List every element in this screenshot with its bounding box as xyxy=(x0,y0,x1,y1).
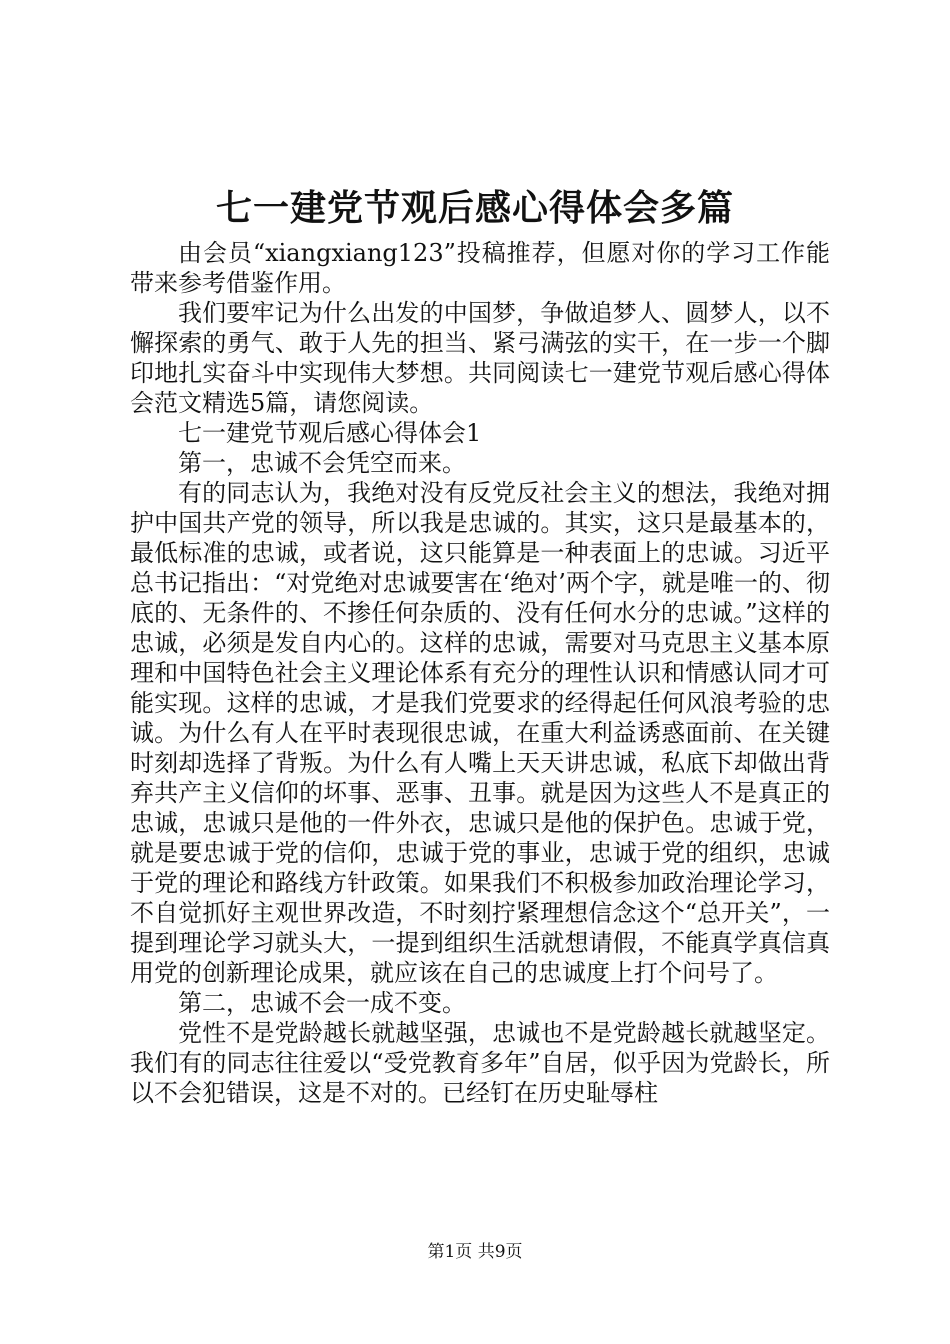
body-paragraph: 有的同志认为，我绝对没有反党反社会主义的想法，我绝对拥护中国共产党的领导，所以我是忠诚的。其实，这只是最基本的，最低标准的忠诚，或者说，这只能算是一种表面上的忠诚。习近平总书记指出：“对党绝对忠诚要害在‘绝对’两个字，就是唯一的、彻底的、无条件的、不掺任何杂质的、没有任何水分的忠诚。”这样的忠诚，必须是发自内心的。这样的忠诚，需要对马克思主义基本原理和中国特色社会主义理论体系有充分的理性认识和情感认同才可能实现。这样的忠诚，才是我们党要求的经得起任何风浪考验的忠诚。为什么有人在平时表现很忠诚，在重大利益诱惑面前、在关键时刻却选择了背叛。为什么有人嘴上天天讲忠诚，私底下却做出背弃共产主义信仰的坏事、恶事、丑事。就是因为这些人不是真正的忠诚，忠诚只是他的一件外衣，忠诚只是他的保护色。忠诚于党，就是要忠诚于党的信仰，忠诚于党的事业，忠诚于党的组织，忠诚于党的理论和路线方针政策。如果我们不积极参加政治理论学习，不自觉抓好主观世界改造，不时刻拧紧理想信念这个“总开关”，一提到理论学习就头大，一提到组织生活就想请假，不能真学真信真用党的创新理论成果，就应该在自己的忠诚度上打个问号了。 xyxy=(130,479,830,987)
summary-paragraph: 我们要牢记为什么出发的中国梦，争做追梦人、圆梦人，以不懈探索的勇气、敢于人先的担当、紧弓满弦的实干，在一步一个脚印地扎实奋斗中实现伟大梦想。共同阅读七一建党节观后感心得体会范文精选5篇，请您阅读。 xyxy=(130,299,830,417)
body-paragraph: 党性不是党龄越长就越坚强，忠诚也不是党龄越长就越坚定。我们有的同志往往爱以“受党教育多年”自居，似乎因为党龄长，所以不会犯错误，这是不对的。已经钉在历史耻辱柱 xyxy=(130,1019,830,1107)
page-footer: 第1页 共9页 xyxy=(427,1242,523,1262)
point-heading-2: 第二，忠诚不会一成不变。 xyxy=(178,989,466,1017)
intro-paragraph: 由会员“xiangxiang123”投稿推荐，但愿对你的学习工作能带来参考借鉴作用。 xyxy=(130,239,830,297)
document-title: 七一建党节观后感心得体会多篇 xyxy=(215,187,734,229)
document-body xyxy=(130,238,830,1108)
section-heading: 七一建党节观后感心得体会1 xyxy=(178,419,482,447)
point-heading-1: 第一，忠诚不会凭空而来。 xyxy=(178,449,466,477)
